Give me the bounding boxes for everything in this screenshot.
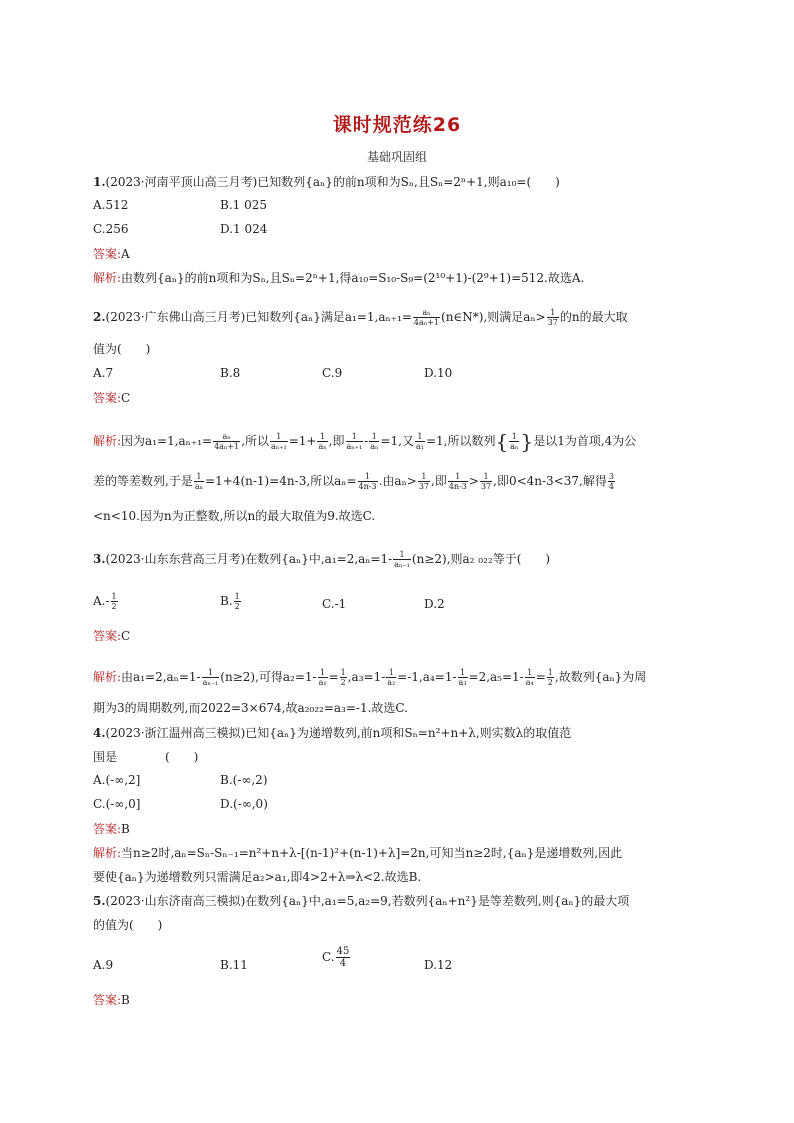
option-d: D.(-∞,0): [220, 797, 268, 811]
analysis-3-line-1: 解析:由a₁=2,aₙ=1- $\frac{1}{\text{aₙ₋₁}}$ (n≥2),可得a₂=1- $\frac{1}{\text{a₁}}$ = $\frac{1}{2}$ ,a₃=1- $\frac{1}{\text{a₂}}$ =-1,a₄=1- $\frac{1}{\text{a₃}}$ =2,a₅=1- $\frac{1}{\text{a₄}}$ = $\frac{1}{2}$ ,故数列{aₙ}为周: [93, 668, 647, 687]
analysis-2-line-3: <n<10.因为n为正整数,所以n的最大取值为9.故选C.: [93, 509, 376, 523]
option-c: C.-1: [322, 597, 347, 611]
answer-value: C: [121, 629, 131, 643]
option-a: A.- $\frac{1}{2}$: [93, 592, 117, 611]
answer-label: 答案:: [93, 822, 122, 836]
option-a: A.7: [93, 366, 114, 380]
option-d: D.12: [424, 958, 453, 972]
question-text: 已知数列{aₙ}满足a₁=1,aₙ₊₁=: [245, 310, 412, 324]
question-number: 4.: [93, 726, 106, 740]
option-c: C.(-∞,0]: [93, 797, 141, 811]
option-b: B. $\frac{1}{2}$: [220, 592, 240, 611]
analysis-4-line-2: 要使{aₙ}为递增数列只需满足a₂>a₁,即4>2+λ⇒λ<2.故选B.: [93, 870, 422, 884]
option-b: B.(-∞,2): [220, 773, 268, 787]
question-3-stem: 3.(2023·山东东营高三月考)在数列{aₙ}中,a₁=2,aₙ=1- $\frac{1}{\text{aₙ₋₁}}$ (n≥2),则a₂ ₀₂₂等于( ): [93, 550, 551, 569]
analysis-label: 解析:: [93, 271, 122, 285]
question-4-stem: 4.(2023·浙江温州高三模拟)已知{aₙ}为递增数列,前n项和Sₙ=n²+n+λ,则实数λ的取值范: [93, 726, 572, 740]
answer-value: C: [121, 391, 131, 405]
page-title: 课时规范练26: [332, 114, 462, 136]
question-number: 3.: [93, 552, 106, 566]
option-c: C. $\frac{45}{4}$: [322, 946, 350, 969]
section-subtitle: 基础巩固组: [366, 150, 427, 164]
option-a: A.(-∞,2]: [93, 773, 141, 787]
question-text: 已知数列{aₙ}的前n项和为Sₙ,且Sₙ=2ⁿ+1,则a₁₀=( ): [257, 175, 560, 189]
question-source: (2023·河南平顶山高三月考): [105, 175, 258, 189]
answer-value: A: [121, 247, 130, 261]
option-c: C.256: [93, 222, 129, 236]
option-a: A.512: [93, 198, 129, 212]
question-source: (2023·广东佛山高三月考): [105, 310, 246, 324]
answer-value: B: [121, 993, 130, 1007]
analysis-2-line-2: 差的等差数列,于是 $\frac{1}{\text{aₙ}}$ =1+4(n-1)=4n-3,所以aₙ= $\frac{1}{4n-3}$ .由aₙ> $\frac{1}{37}$ ,即 $\frac{1}{4n-3}$ > $\frac{1}{37}$ ,即0<4n-3<37,解得 $\frac{3}{4}$: [93, 472, 614, 491]
analysis-3-line-2: 期为3的周期数列,而2022=3×674,故a₂₀₂₂=a₃=-1.故选C.: [93, 701, 408, 715]
option-b: B.1 025: [220, 198, 267, 212]
answer-label: 答案:: [93, 247, 122, 261]
question-number: 2.: [93, 310, 106, 324]
option-d: D.2: [424, 597, 445, 611]
question-2-stem-cont: 值为( ): [93, 342, 151, 356]
option-a: A.9: [93, 958, 114, 972]
option-d: D.10: [424, 366, 453, 380]
answer-1: [93, 246, 130, 262]
fraction: $\frac{1}{37}$: [547, 308, 558, 327]
analysis-label: 解析:: [93, 670, 122, 684]
question-2-stem: 2.(2023·广东佛山高三月考)已知数列{aₙ}满足a₁=1,aₙ₊₁= $\frac{\text{aₙ}}{\text{4aₙ+1}}$ (n∈N*),则满足aₙ> $\frac{1}{37}$ 的n的最大取: [93, 308, 628, 327]
question-source: (2023·浙江温州高三模拟): [105, 726, 246, 740]
option-b: B.11: [220, 958, 248, 972]
option-b: B.8: [220, 366, 241, 380]
question-4-stem-cont: 围是 ( ): [93, 750, 199, 764]
question-source: (2023·山东济南高三模拟): [105, 894, 246, 908]
answer-value: B: [121, 822, 130, 836]
analysis-4-line-1: 解析:当n≥2时,aₙ=Sₙ-Sₙ₋₁=n²+n+λ-[(n-1)²+(n-1)+λ]=2n,可知当n≥2时,{aₙ}是递增数列,因此: [93, 846, 623, 860]
answer-3: [93, 628, 130, 644]
question-number: 5.: [93, 894, 106, 908]
analysis-1: [93, 270, 584, 286]
question-number: 1.: [93, 175, 106, 189]
option-c: C.9: [322, 366, 343, 380]
analysis-label: 解析:: [93, 846, 122, 860]
answer-label: 答案:: [93, 629, 122, 643]
analysis-label: 解析:: [93, 434, 122, 448]
answer-4: [93, 821, 130, 837]
analysis-text: 由数列{aₙ}的前n项和为Sₙ,且Sₙ=2ⁿ+1,得a₁₀=S₁₀-S₉=(2¹⁰+1)-(2⁹+1)=512.故选A.: [121, 271, 585, 285]
fraction: $\frac{\text{aₙ}}{\text{4aₙ+1}}$: [413, 308, 440, 327]
option-d: D.1 024: [220, 222, 268, 236]
answer-label: 答案:: [93, 993, 122, 1007]
question-source: (2023·山东东营高三月考): [105, 552, 246, 566]
answer-5: [93, 992, 130, 1008]
analysis-2-line-1: 解析:因为a₁=1,aₙ₊₁= $\frac{\text{aₙ}}{\text{4aₙ+1}}$ ,所以 $\frac{1}{\text{aₙ₊₁}}$ =1+ $\frac{1}{\text{aₙ}}$ ,即 $\frac{1}{\text{aₙ₊₁}}$ - $\frac{1}{\text{aₙ}}$ =1,又 $\frac{1}{\text{a₁}}$ =1,所以数列{ $\frac{1}{\text{aₙ}}$ }是以1为首项,4为公: [93, 429, 637, 454]
question-5-stem-cont: 的值为( ): [93, 918, 163, 932]
question-1-stem: [93, 174, 560, 190]
answer-label: 答案:: [93, 391, 122, 405]
answer-2: [93, 390, 130, 406]
question-5-stem: 5.(2023·山东济南高三模拟)在数列{aₙ}中,a₁=5,a₂=9,若数列{aₙ+n²}是等差数列,则{aₙ}的最大项: [93, 894, 630, 908]
